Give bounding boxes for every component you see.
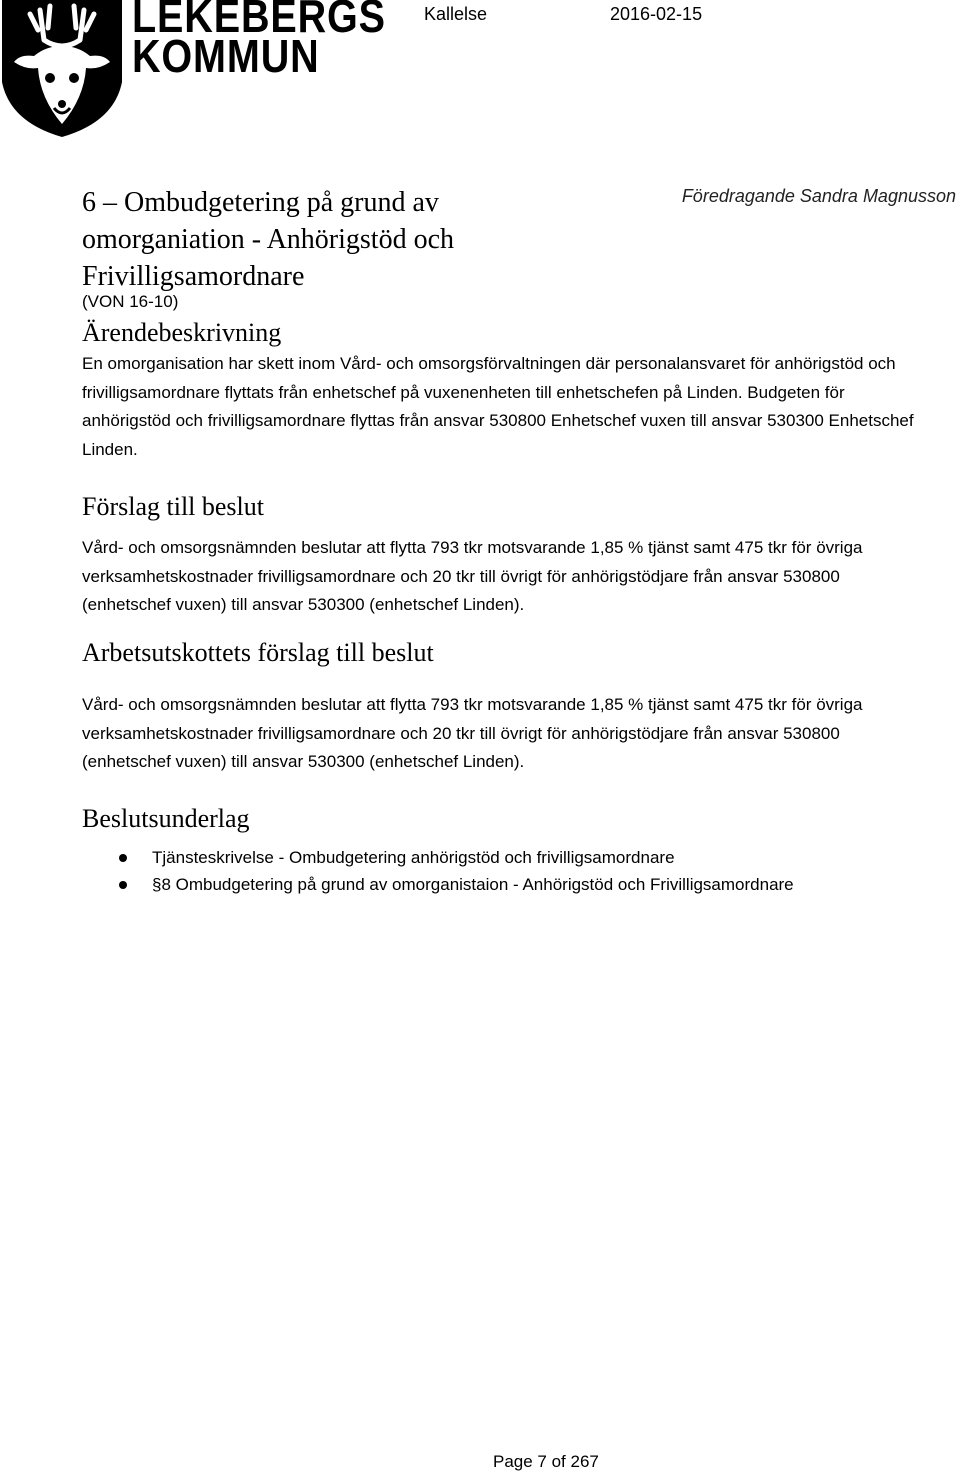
case-number: (VON 16-10): [82, 292, 179, 311]
deer-crest-icon: [0, 0, 125, 138]
description-section: [82, 318, 922, 464]
basis-item-label: §8 Ombudgetering på grund av omorganistaion - Anhörigstöd och Frivilligsamordnare: [152, 875, 794, 894]
logo-line-2: KOMMUN: [132, 30, 320, 82]
item-title: 6 – Ombudgetering på grund av omorganiation - Anhörigstöd och Frivilligsamordnare: [82, 187, 454, 292]
document-type: Kallelse: [424, 4, 488, 24]
municipality-logo: [0, 0, 386, 140]
list-item: [82, 871, 922, 898]
bullet-icon: [119, 854, 127, 862]
logo-line-1: LEKEBERGS: [132, 0, 386, 42]
basis-heading: Beslutsunderlag: [82, 804, 250, 833]
proposal-text: Vård- och omsorgsnämnden beslutar att flytta 793 tkr motsvarande 1,85 % tjänst samt 475 tkr för övriga verksamhetskostnader frivilligsamordnare och 20 tkr till övrigt för anhörigstödjare från ansvar 530800 (enhetschef vuxen) till ansvar 530300 (enhetschef Linden).: [82, 538, 863, 614]
header-meta: [424, 4, 703, 25]
committee-proposal-section: [82, 638, 922, 777]
description-text: En omorganisation har skett inom Vård- och omsorgsförvaltningen där personalansvaret för anhörigstöd och frivilligsamordnare flyttats från enhetschef på vuxenenheten till enhetschefen på Linden. Budgeten för anhörigstöd och frivilligsamordnare flyttas från ansvar 530800 Enhetschef vuxen till ansvar 530300 Enhetschef Linden.: [82, 354, 914, 459]
document-date: 2016-02-15: [610, 4, 703, 24]
logo-wordmark: [132, 0, 386, 82]
basis-section: [82, 804, 922, 898]
basis-list: [82, 844, 922, 898]
committee-proposal-text: Vård- och omsorgsnämnden beslutar att flytta 793 tkr motsvarande 1,85 % tjänst samt 475 tkr för övriga verksamhetskostnader frivilligsamordnare och 20 tkr till övrigt för anhörigstödjare från ansvar 530800 (enhetschef vuxen) till ansvar 530300 (enhetschef Linden).: [82, 695, 863, 771]
list-item: [82, 844, 922, 871]
description-heading: Ärendebeskrivning: [82, 318, 282, 347]
page-number: Page 7 of 267: [493, 1452, 599, 1471]
proposal-heading: Förslag till beslut: [82, 492, 264, 521]
basis-item-label: Tjänsteskrivelse - Ombudgetering anhörigstöd och frivilligsamordnare: [152, 848, 675, 867]
proposal-section: [82, 492, 922, 620]
bullet-icon: [119, 881, 127, 889]
committee-proposal-heading: Arbetsutskottets förslag till beslut: [82, 638, 434, 667]
presenter: Föredragande Sandra Magnusson: [681, 186, 956, 206]
